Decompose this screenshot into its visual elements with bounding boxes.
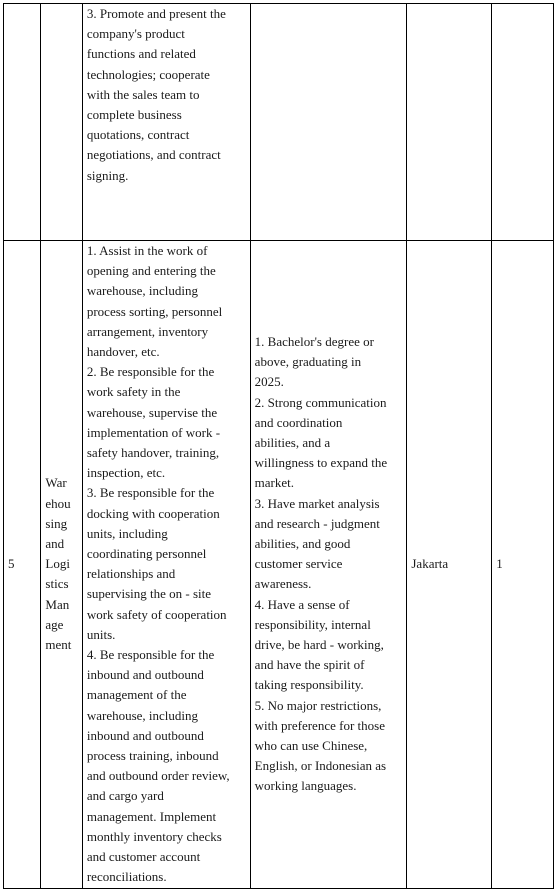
duties-cell: 1. Assist in the work of opening and entering the warehouse, including process sorting, personnel arrangement, inventory handover, etc. 2. Be responsible for the work safety in the warehouse, supervise the implementation of work - safety handover, training, inspection, etc. 3. Be responsible for the docking with cooperation units, including coordinating personnel relationships and supervising the on - site work safety of cooperation units. 4. Be responsible for the inbound and outbound management of the warehouse, including inbound and outbound process training, inbound and outbound order review, and cargo yard management. Implement monthly inventory checks and customer account reconciliations. <box>82 241 250 889</box>
location-cell <box>407 4 492 241</box>
row-number-cell <box>4 4 41 241</box>
table-row <box>4 4 554 241</box>
headcount-cell <box>492 4 554 241</box>
requirements-cell <box>250 4 407 241</box>
headcount-cell: 1 <box>492 241 554 889</box>
requirements-cell: 1. Bachelor's degree or above, graduating in 2025. 2. Strong communication and coordination abilities, and a willingness to expand the market. 3. Have market analysis and research - judgment abilities, and good customer service awareness. 4. Have a sense of responsibility, internal drive, be hard - working, and have the spirit of taking responsibility. 5. No major restrictions, with preference for those who can use Chinese, English, or Indonesian as working languages. <box>250 241 407 889</box>
position-cell <box>41 4 82 241</box>
position-cell: War ehou sing and Logi stics Man age ment <box>41 241 82 889</box>
row-number-cell: 5 <box>4 241 41 889</box>
table-row <box>4 241 554 889</box>
duties-cell: 3. Promote and present the company's product functions and related technologies; cooperate with the sales team to complete business quotations, contract negotiations, and contract signing. <box>82 4 250 241</box>
job-table <box>3 3 554 889</box>
location-cell: Jakarta <box>407 241 492 889</box>
